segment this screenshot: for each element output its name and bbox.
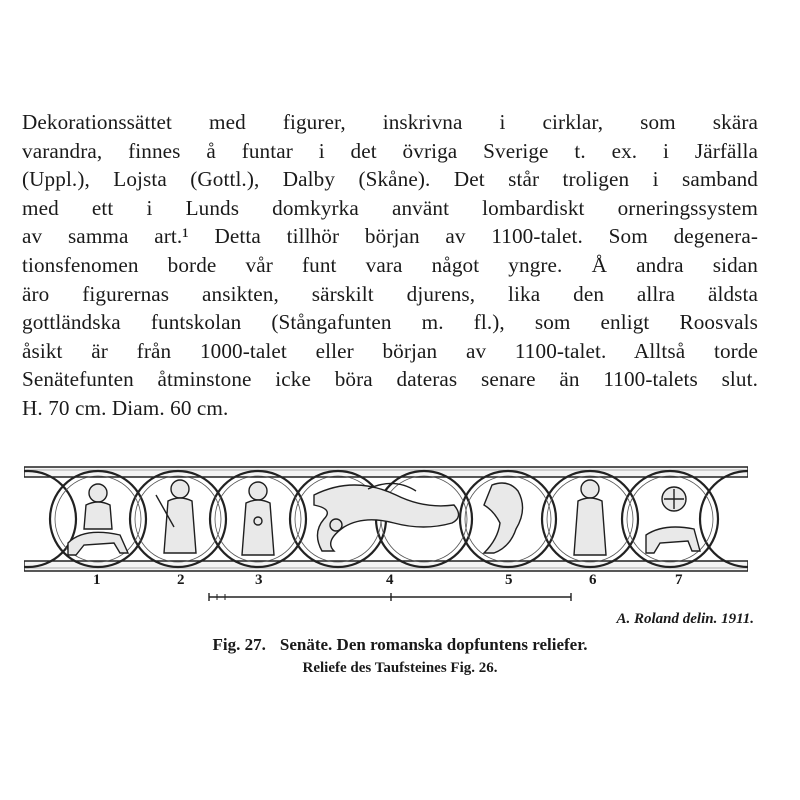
text-line: gottländska funtskolan (Stångafunten m. fl.), som enligt Roosvals [22, 310, 758, 335]
figure-subcaption: Reliefe des Taufsteines Fig. 26. [302, 660, 498, 676]
panel-number: 7 [675, 572, 683, 588]
panel-number: 1 [93, 572, 101, 588]
panel-number: 5 [505, 572, 513, 588]
text-line: Dekorationssättet med figurer, inskrivna i cirklar, som skära [22, 110, 758, 134]
text-line: av samma art.¹ Detta tillhör början av 1100-talet. Som degenera- [22, 224, 758, 249]
text-line: varandra, finnes å funtar i det övriga Sverige t. ex. i Järfälla [22, 138, 758, 163]
panel-number: 2 [177, 572, 185, 588]
text-line: äro figurernas ansikten, särskilt djurens, lika den allra äldsta [22, 281, 758, 306]
scale-bar [205, 590, 575, 604]
text-line: åsikt är från 1000-talet eller början av 1100-talet. Alltså torde [22, 338, 758, 363]
body-paragraph [22, 108, 758, 423]
figure-caption [0, 635, 800, 655]
panel-number: 3 [255, 572, 263, 588]
text-line: H. 70 cm. Diam. 60 cm. [22, 395, 229, 420]
panel-number: 4 [386, 572, 394, 588]
text-line: med ett i Lunds domkyrka använt lombardiskt orneringssystem [22, 195, 758, 220]
panel-number: 6 [589, 572, 597, 588]
text-line: tionsfenomen borde vår funt vara något yngre. Å andra sidan [22, 252, 758, 277]
text-line: Senätefunten åtminstone icke böra dateras senare än 1100-talets slut. [22, 367, 758, 392]
figure-credit: A. Roland delin. 1911. [616, 611, 754, 627]
text-line: (Uppl.), Lojsta (Gottl.), Dalby (Skåne). Det står troligen i samband [22, 167, 758, 192]
figure-number: Fig. 27. [212, 635, 266, 654]
relief-frieze-drawing [24, 465, 748, 575]
figure-caption-text: Senäte. Den romanska dopfuntens reliefer. [279, 635, 588, 654]
